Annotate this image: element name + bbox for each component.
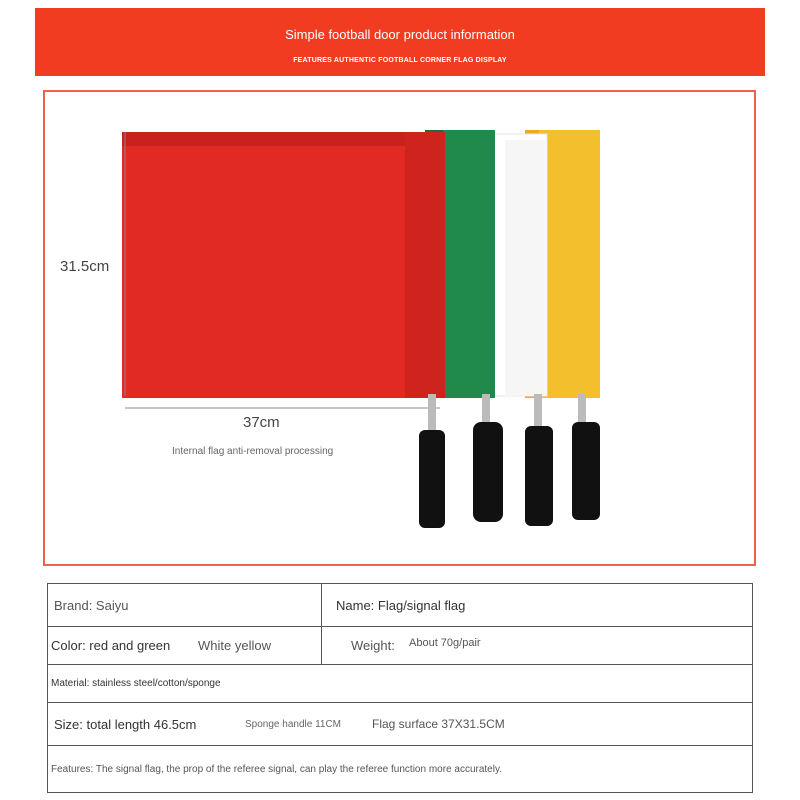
size-cell: Size: total length 46.5cm — [54, 716, 197, 732]
brand-cell: Brand: Saiyu — [54, 597, 129, 613]
spec-table — [47, 583, 753, 793]
table-row — [48, 665, 752, 703]
red-flag — [122, 132, 445, 398]
photo-caption: Internal flag anti-removal processing — [172, 446, 334, 457]
product-photo-frame — [43, 90, 756, 566]
color-extra: White yellow — [198, 638, 271, 653]
table-row — [48, 746, 752, 792]
table-row — [48, 627, 752, 665]
material-cell: Material: stainless steel/cotton/sponge — [51, 678, 221, 689]
handle-size: Sponge handle 11CM — [245, 718, 341, 730]
flags-illustration — [45, 92, 754, 564]
weight-value: About 70g/pair — [409, 637, 481, 649]
header-banner — [35, 8, 765, 76]
handle — [572, 422, 600, 520]
table-row — [48, 584, 752, 627]
table-row — [48, 703, 752, 746]
banner-title: Simple football door product information — [285, 27, 515, 42]
color-cell: Color: red and green — [51, 638, 171, 653]
width-dimension-label: 37cm — [243, 414, 280, 431]
weight-label: Weight: — [351, 638, 395, 653]
handle — [473, 422, 503, 522]
handle — [525, 426, 553, 526]
name-cell: Name: Flag/signal flag — [336, 597, 466, 613]
features-cell: Features: The signal flag, the prop of the referee signal, can play the referee function more accurately. — [51, 763, 502, 775]
flag-surface: Flag surface 37X31.5CM — [372, 717, 505, 731]
pole — [428, 394, 436, 434]
height-dimension-label: 31.5cm — [60, 258, 110, 275]
banner-subtitle: FEATURES AUTHENTIC FOOTBALL CORNER FLAG DISPLAY — [293, 57, 507, 64]
handle — [419, 430, 445, 528]
